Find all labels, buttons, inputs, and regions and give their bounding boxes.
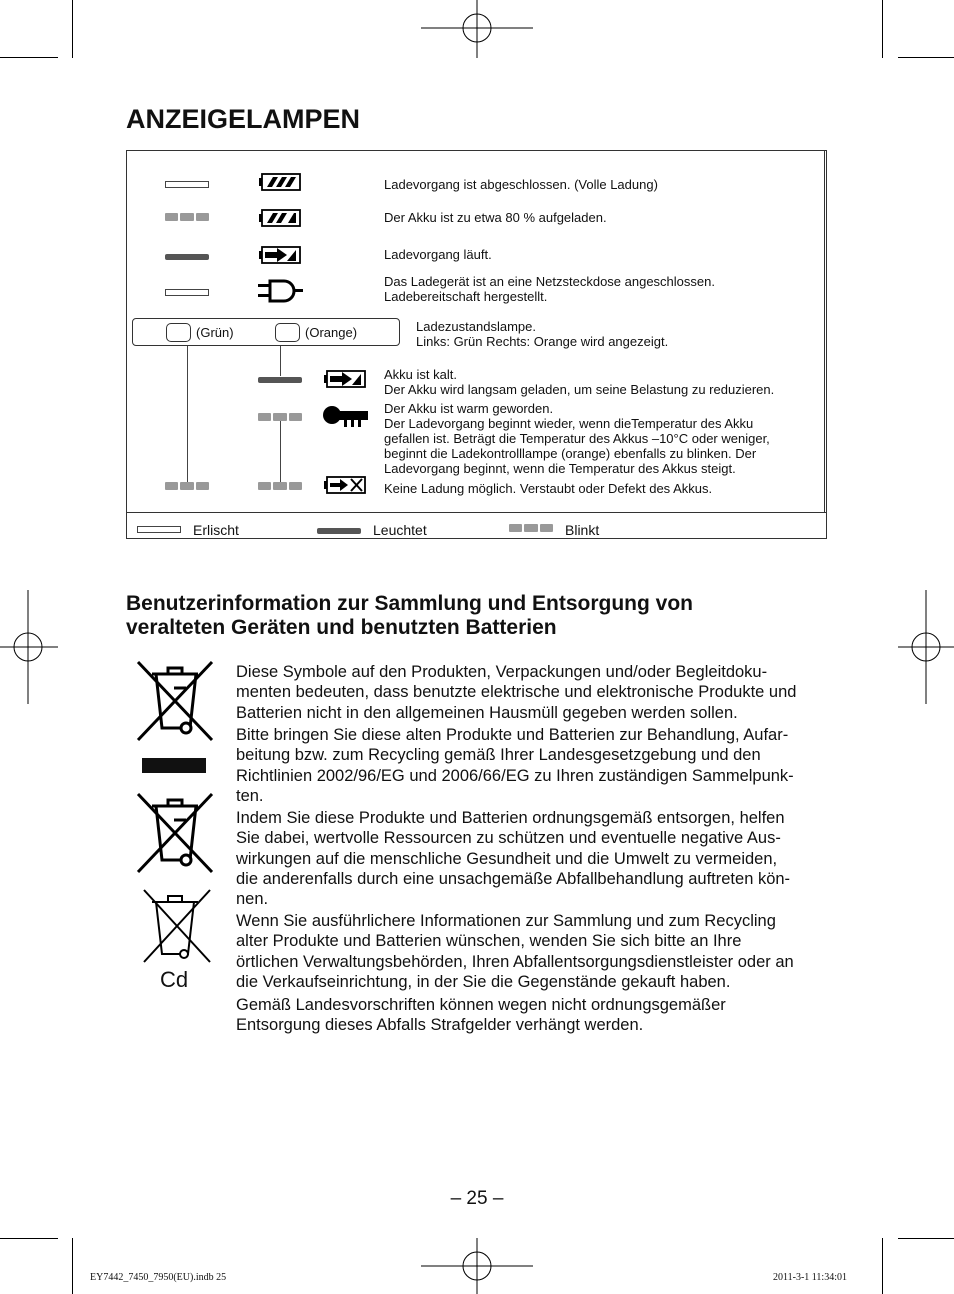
green-lamp-line (187, 346, 188, 482)
page-title: ANZEIGELAMPEN (126, 104, 361, 134)
row-text-lamp: Ladezustandslampe. Links: Grün Rechts: Orange wird angezeigt. (416, 319, 669, 349)
row-text-80: Der Akku ist zu etwa 80 % aufgeladen. (384, 210, 607, 225)
lamp-blink (258, 482, 302, 490)
page-number: – 25 – (450, 1188, 504, 1209)
row-text-warm: Der Akku ist warm geworden. Der Ladevorgang beginnt wieder, wenn dieTemperatur des Akku gefallen ist. Beträgt die Temperatur des Akkus –10°C oder weniger, beginnt die Ladekontrolllampe (orange) ebenfalls zu blinken. Der Ladevorgang beginnt, wenn die Temperatur des Akkus steigt. (384, 401, 770, 476)
lamp-off (165, 181, 209, 188)
legend-off-symbol (137, 526, 181, 533)
cd-label: Cd (160, 967, 189, 992)
orange-lamp-symbol (275, 323, 300, 342)
black-bar (142, 758, 206, 773)
row-text-cold: Akku ist kalt. Der Akku wird langsam geladen, um seine Belastung zu reduzieren. (384, 367, 775, 397)
legend-blink-label: Blinkt (565, 522, 600, 538)
lamp-on (258, 377, 302, 383)
paragraph: Gemäß Landesvorschriften können wegen nicht ordnungsgemäßer Entsorgung dieses Abfalls Strafgelder verhängt werden. (236, 996, 726, 1035)
paragraph: Bitte bringen Sie diese alten Produkte und Batterien zur Behandlung, Aufar- beitung bzw. zum Recycling gemäß Ihrer Landesgesetzgebung und den Richtlinien 2002/96/EG und 2006/66/EG zu Ihren zuständigen Sammelpunk- ten. (236, 726, 794, 805)
battery-error-icon (324, 476, 368, 495)
orange-lamp-line (280, 420, 281, 482)
crossed-bin-icon (134, 792, 216, 874)
section-heading: Benutzerinformation zur Sammlung und Entsorgung von veralteten Geräten und benutzten Batterien (126, 592, 693, 639)
crossed-bin-icon (134, 660, 216, 742)
legend-on-label: Leuchtet (373, 522, 427, 538)
battery-80-icon (259, 209, 301, 227)
lamp-blink (258, 413, 302, 421)
legend-off-label: Erlischt (193, 522, 239, 538)
legend-blink-symbol (509, 524, 553, 532)
paragraph: Wenn Sie ausführlichere Informationen zur Sammlung und zum Recycling alter Produkte und Batterien wünschen, wenden Sie sich bitte an Ihre örtlichen Verwaltungsbehörden, Ihren Abfallentsorgungsdienstleister oder an die Verkaufseinrichtung, in der Sie die Gegenstände gekauft haben. (236, 912, 794, 991)
green-lamp-label: (Grün) (196, 325, 234, 340)
lamp-blink (165, 213, 209, 221)
paragraph: Diese Symbole auf den Produkten, Verpackungen und/oder Begleitdoku- menten bedeuten, dass benutzte elektrische und elektronische Produkte und Batterien nicht in den allgemeinen Hausmüll gegeben werden sollen. (236, 663, 797, 722)
orange-lamp-line (280, 346, 281, 376)
footer-file-name: EY7442_7450_7950(EU).indb 25 (90, 1272, 227, 1283)
battery-full-icon (259, 173, 301, 191)
legend-on-symbol (317, 528, 361, 534)
charging-icon (259, 246, 301, 264)
row-text-error: Keine Ladung möglich. Verstaubt oder Defekt des Akkus. (384, 481, 713, 496)
paragraph: Indem Sie diese Produkte und Batterien ordnungsgemäß entsorgen, helfen Sie dabei, wertvolle Ressourcen zu schützen und eventuelle negative Aus- wirkungen auf die menschliche Gesundheit und die Umwelt zu vermeiden, die anderenfalls durch eine unsachgemäße Abfallbehandlung auftreten kön- nen. (236, 809, 791, 909)
row-text-standby: Das Ladegerät ist an eine Netzsteckdose angeschlossen. Ladebereitschaft hergestellt. (384, 274, 715, 304)
row-text-full: Ladevorgang ist abgeschlossen. (Volle Ladung) (384, 177, 658, 192)
lamp-blink (165, 482, 209, 490)
row-text-charging: Ladevorgang läuft. (384, 247, 492, 262)
footer-timestamp: 2011-3-1 11:34:01 (773, 1272, 847, 1283)
green-lamp-symbol (166, 323, 191, 342)
crossed-bin-battery-icon (140, 888, 214, 964)
orange-lamp-label: (Orange) (305, 325, 358, 340)
plug-icon (258, 279, 304, 303)
thermometer-icon (322, 403, 370, 429)
lamp-off (165, 289, 209, 296)
lamp-on (165, 254, 209, 260)
cold-charging-icon (324, 370, 366, 388)
